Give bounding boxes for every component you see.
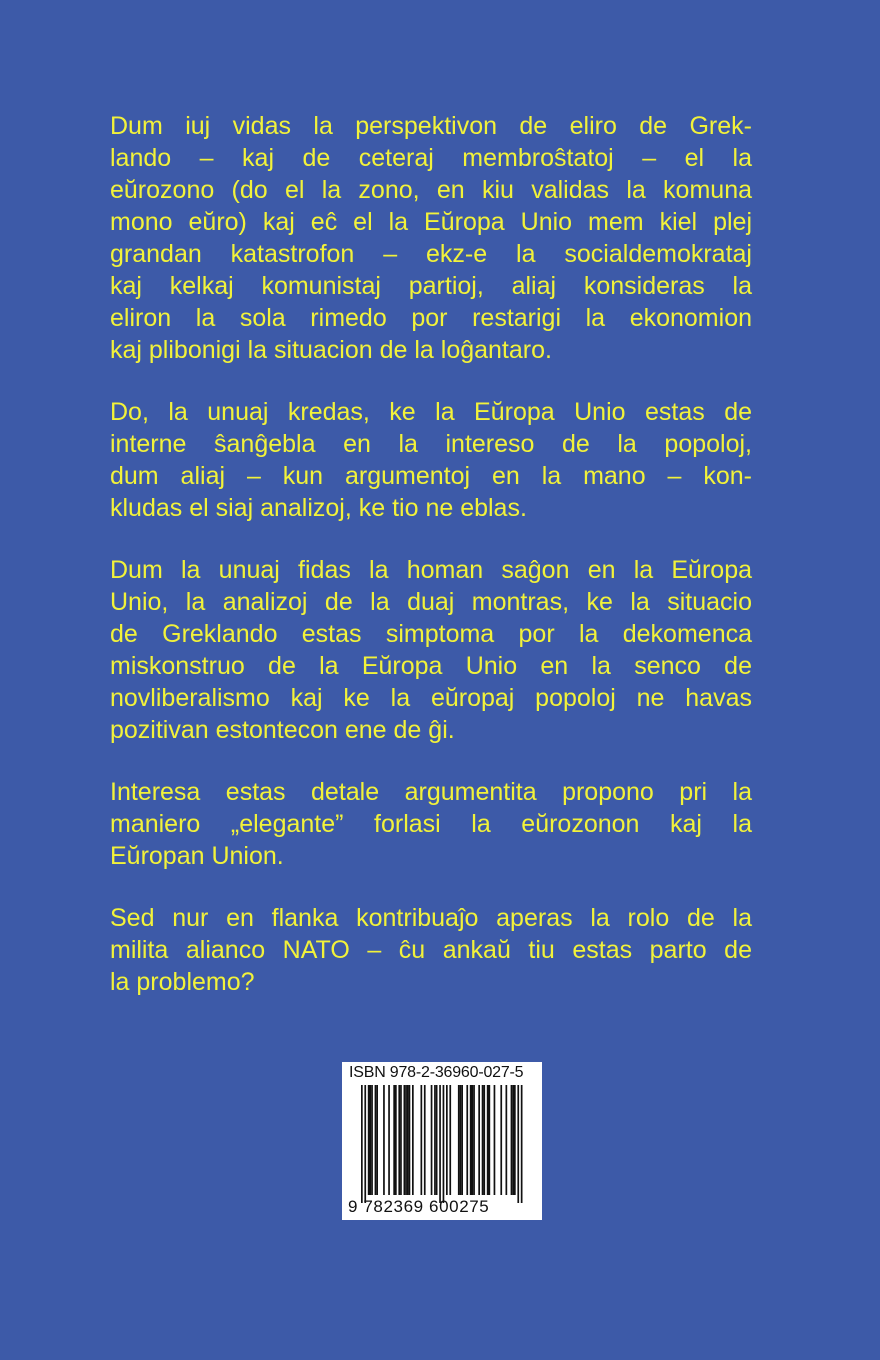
barcode-bar xyxy=(506,1085,508,1195)
barcode-bar xyxy=(461,1085,463,1195)
barcode-bar xyxy=(364,1085,366,1203)
barcode-bar xyxy=(517,1085,519,1203)
barcode-bar xyxy=(514,1085,516,1195)
barcode-bar xyxy=(470,1085,472,1195)
barcode-bar xyxy=(398,1085,400,1195)
barcode-bar xyxy=(478,1085,480,1195)
text-line: kludas el siaj analizoj, ke tio ne eblas. xyxy=(110,494,527,522)
text-line: novliberalismo kaj ke la eŭropaj popoloj ne havas xyxy=(110,684,752,712)
isbn-label: ISBN 978-2-36960-027-5 xyxy=(349,1064,524,1081)
text-line: la problemo? xyxy=(110,968,255,996)
barcode-bar xyxy=(436,1085,438,1195)
barcode-bar xyxy=(388,1085,390,1195)
text-line: Unio, la analizoj de la duaj montras, ke la situacio xyxy=(110,588,752,616)
text-line: mono eŭro) kaj eĉ el la Eŭropa Unio mem kiel plej xyxy=(110,208,752,236)
barcode-bar xyxy=(466,1085,468,1195)
barcode-bar xyxy=(424,1085,426,1195)
barcode-bar xyxy=(421,1085,423,1195)
barcode-bar xyxy=(446,1085,448,1195)
barcode-bar xyxy=(375,1085,377,1195)
barcode-bar xyxy=(395,1085,397,1195)
text-line: milita alianco NATO – ĉu ankaŭ tiu estas parto de xyxy=(110,936,752,964)
barcode-bar xyxy=(393,1085,395,1195)
barcode-bar xyxy=(512,1085,514,1195)
paragraph-2 xyxy=(110,396,752,524)
barcode-bar xyxy=(500,1085,502,1195)
text-line: lando – kaj de ceteraj membroŝtatoj – el la xyxy=(110,144,752,172)
text-line: kaj plibonigi la situacion de la loĝantaro. xyxy=(110,336,552,364)
barcode-bar xyxy=(483,1085,485,1195)
barcode-bar xyxy=(472,1085,474,1195)
paragraph-3 xyxy=(110,554,752,746)
text-line: de Greklando estas simptoma por la dekomenca xyxy=(110,620,752,648)
barcode-bar xyxy=(412,1085,414,1195)
back-cover-text xyxy=(110,110,752,1028)
barcode-bar xyxy=(368,1085,370,1195)
barcode-bar xyxy=(370,1085,372,1195)
barcode-bar xyxy=(487,1085,489,1195)
barcode-bar xyxy=(376,1085,378,1195)
paragraph-1 xyxy=(110,110,752,366)
text-line: Dum iuj vidas la perspektivon de eliro de Grek- xyxy=(110,112,752,140)
text-line: maniero „elegante” forlasi la eŭrozonon kaj la xyxy=(110,810,752,838)
barcode-bar xyxy=(405,1085,407,1195)
text-line: interne ŝanĝebla en la intereso de la popoloj, xyxy=(110,430,752,458)
barcode-bar xyxy=(407,1085,409,1195)
text-line: Dum la unuaj fidas la homan saĝon en la Eŭropa xyxy=(110,556,752,584)
barcode-bar xyxy=(460,1085,462,1195)
text-line: Interesa estas detale argumentita propono pri la xyxy=(110,778,752,806)
barcode-bar xyxy=(458,1085,460,1195)
barcode-bar xyxy=(473,1085,475,1195)
barcode-bar xyxy=(361,1085,363,1203)
paragraph-4 xyxy=(110,776,752,872)
barcode-bar xyxy=(494,1085,496,1195)
barcode-bar xyxy=(371,1085,373,1195)
barcode-bar xyxy=(404,1085,406,1195)
barcode-bar xyxy=(439,1085,441,1203)
barcode-bar xyxy=(482,1085,484,1195)
barcode-bar xyxy=(511,1085,513,1195)
paragraph-5 xyxy=(110,902,752,998)
isbn-barcode xyxy=(342,1062,542,1220)
barcode-bar xyxy=(431,1085,433,1195)
text-line: eliron la sola rimedo por restarigi la ekonomion xyxy=(110,304,752,332)
text-line: dum aliaj – kun argumentoj en la mano – kon- xyxy=(110,462,752,490)
barcode-bar xyxy=(383,1085,385,1195)
text-line: Eŭropan Union. xyxy=(110,842,284,870)
barcode-bar xyxy=(489,1085,491,1195)
barcode-bar xyxy=(521,1085,523,1203)
text-line: miskonstruo de la Eŭropa Unio en la senco de xyxy=(110,652,752,680)
barcode-bar xyxy=(443,1085,445,1203)
barcode-digits: 9 782369 600275 xyxy=(348,1197,490,1216)
text-line: pozitivan estontecon ene de ĝi. xyxy=(110,716,455,744)
barcode-bar xyxy=(409,1085,411,1195)
barcode-bar xyxy=(449,1085,451,1195)
text-line: kaj kelkaj komunistaj partioj, aliaj konsideras la xyxy=(110,272,752,300)
barcode-bar xyxy=(434,1085,436,1195)
text-line: eŭrozono (do el la zono, en kiu validas la komuna xyxy=(110,176,752,204)
barcode-bar xyxy=(400,1085,402,1195)
text-line: grandan katastrofon – ekz-e la socialdemokrataj xyxy=(110,240,752,268)
text-line: Sed nur en flanka kontribuaĵo aperas la rolo de la xyxy=(110,904,752,932)
text-line: Do, la unuaj kredas, ke la Eŭropa Unio estas de xyxy=(110,398,752,426)
